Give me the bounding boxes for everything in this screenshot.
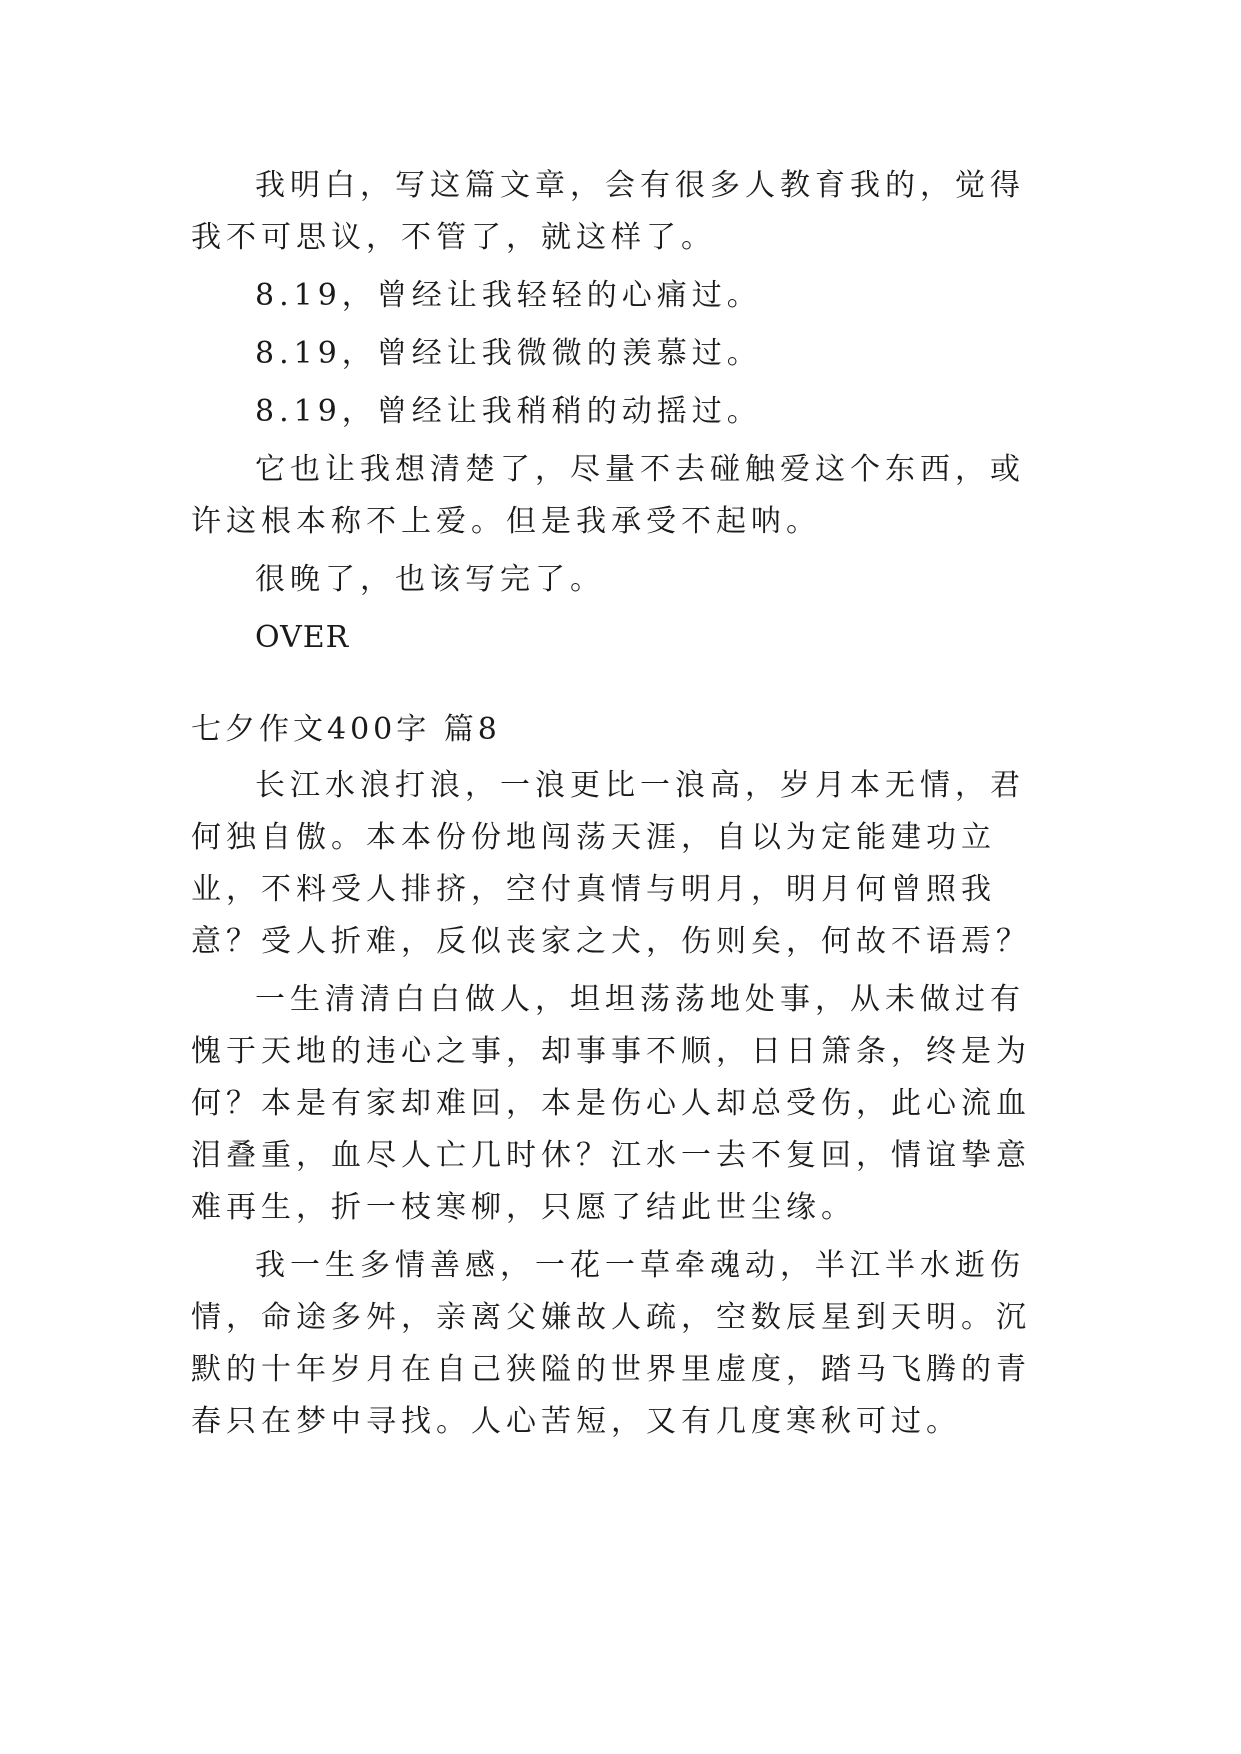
section-heading: 七夕作文400字 篇8: [191, 712, 501, 747]
paragraph: 它也让我想清楚了，尽量不去碰触爱这个东西，或许这根本称不上爱。但是我承受不起呐。: [191, 452, 1025, 539]
paragraph: 一生清清白白做人，坦坦荡荡地处事，从未做过有愧于天地的违心之事，却事事不顺，日日箫条，终是为何？本是有家却难回，本是伤心人却总受伤，此心流血泪叠重，血尽人亡几时休？江水一去不复回，情谊挚意难再生，折一枝寒柳，只愿了结此世尘缘。: [191, 982, 1031, 1225]
paragraph: 8.19，曾经让我稍稍的动摇过。: [255, 394, 762, 429]
paragraph: 长江水浪打浪，一浪更比一浪高，岁月本无情，君何独自傲。本本份份地闯荡天涯，自以为定能建功立业，不料受人排挤，空付真情与明月，明月何曾照我意？受人折难，反似丧家之犬，伤则矣，何故不语焉？: [191, 768, 1031, 959]
paragraph-over: OVER: [255, 620, 350, 655]
paragraph: 很晚了，也该写完了。: [255, 562, 605, 597]
paragraph: 我明白，写这篇文章，会有很多人教育我的，觉得我不可思议，不管了，就这样了。: [191, 168, 1025, 255]
paragraph: 8.19，曾经让我轻轻的心痛过。: [255, 278, 762, 313]
paragraph: 我一生多情善感，一花一草牵魂动，半江半水逝伤情，命途多舛，亲离父嫌故人疏，空数辰星到天明。沉默的十年岁月在自己狭隘的世界里虚度，踏马飞腾的青春只在梦中寻找。人心苦短，又有几度寒秋可过。: [191, 1248, 1031, 1439]
paragraph: 8.19，曾经让我微微的羡慕过。: [255, 336, 762, 371]
document-body: [191, 160, 1051, 1454]
